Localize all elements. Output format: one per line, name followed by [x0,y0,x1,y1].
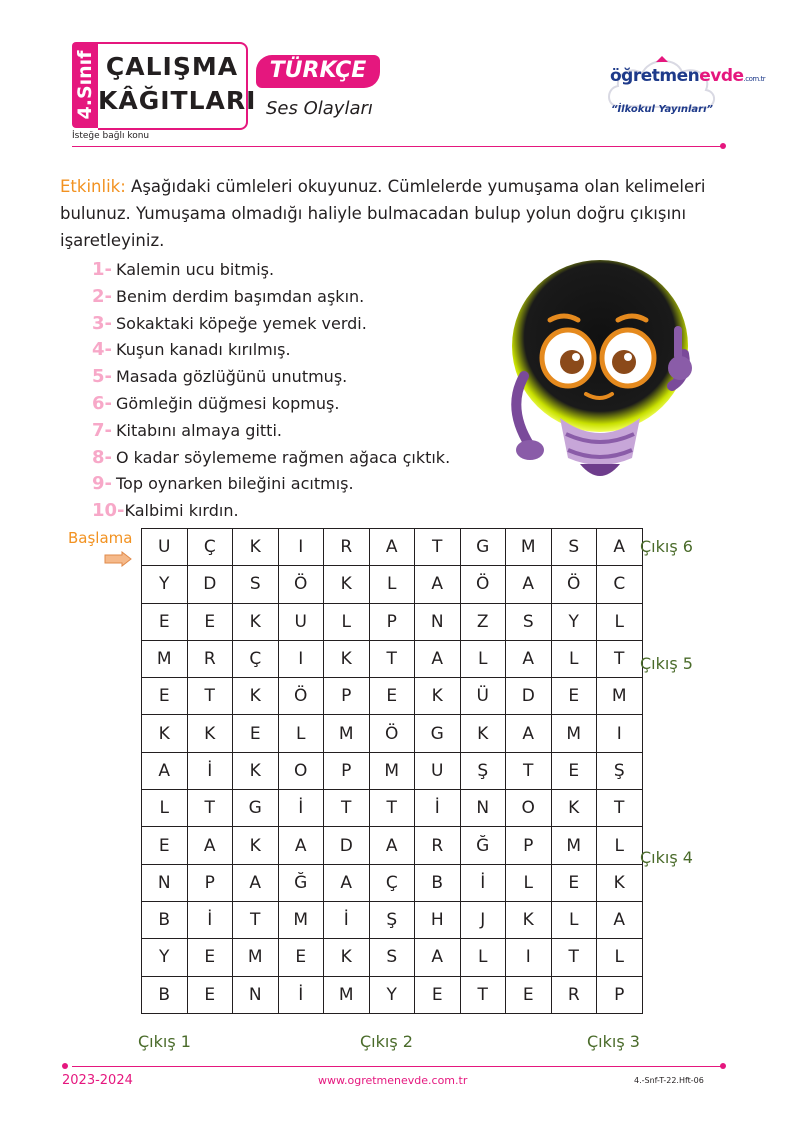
sentence-item [92,418,450,445]
grid-cell[interactable]: A [324,864,370,901]
grid-cell[interactable]: C [597,566,643,603]
grid-row [142,901,643,938]
brand-name-part1: öğretmen [610,66,700,86]
grid-cell[interactable]: L [597,603,643,640]
sentence-item [92,364,450,391]
grid-cell[interactable]: İ [278,790,324,827]
grid-cell[interactable]: K [551,790,597,827]
sentence-item [92,257,450,284]
grid-cell[interactable]: K [324,566,370,603]
grid-cell[interactable]: U [278,603,324,640]
grid-cell[interactable]: L [506,864,552,901]
footer-dot-left [62,1063,68,1069]
grid-cell[interactable]: E [187,939,233,976]
grid-cell[interactable]: A [278,827,324,864]
exit-3-label[interactable]: Çıkış 3 [587,1032,640,1051]
grid-cell[interactable]: A [597,529,643,566]
grid-cell[interactable]: T [415,529,461,566]
grid-cell[interactable]: M [551,715,597,752]
grid-cell[interactable]: B [415,864,461,901]
grid-cell[interactable]: T [187,678,233,715]
grid-cell[interactable]: M [324,715,370,752]
letter-grid [141,528,643,1014]
sentence-item [92,471,450,498]
grid-cell[interactable]: A [506,715,552,752]
sentence-item [92,445,450,472]
grid-cell[interactable]: U [142,529,188,566]
grid-row [142,678,643,715]
grid-cell[interactable]: Y [142,939,188,976]
grid-cell[interactable]: K [233,678,279,715]
grid-row [142,566,643,603]
grid-cell[interactable]: N [415,603,461,640]
grid-row [142,827,643,864]
grid-cell[interactable]: G [460,529,506,566]
sentence-number: 10- [92,500,125,522]
grid-cell[interactable]: R [187,640,233,677]
grid-cell[interactable]: P [369,603,415,640]
grid-cell[interactable]: Ö [369,715,415,752]
grid-cell[interactable]: S [551,529,597,566]
grid-cell[interactable]: A [415,640,461,677]
grid-cell[interactable]: Ğ [460,827,506,864]
grid-cell[interactable]: G [233,790,279,827]
grid-cell[interactable]: M [597,678,643,715]
grid-cell[interactable]: E [369,678,415,715]
grid-cell[interactable]: K [233,529,279,566]
publisher-logo [604,48,766,128]
sentence-number: 6- [92,392,112,414]
sentence-number: 5- [92,366,112,388]
grid-cell[interactable]: A [597,901,643,938]
grid-cell[interactable]: L [597,939,643,976]
grid-cell[interactable]: E [233,715,279,752]
grid-cell[interactable]: I [278,640,324,677]
grid-cell[interactable]: Ç [233,640,279,677]
grid-cell[interactable]: T [460,976,506,1013]
grid-cell[interactable]: L [597,827,643,864]
grid-cell[interactable]: E [551,752,597,789]
grid-cell[interactable]: L [324,603,370,640]
grid-cell[interactable]: D [324,827,370,864]
grid-cell[interactable]: K [233,752,279,789]
grid-cell[interactable]: D [506,678,552,715]
sentence-item [92,311,450,338]
lightbulb-character-icon [500,258,700,498]
grid-cell[interactable]: A [415,566,461,603]
grid-cell[interactable]: P [506,827,552,864]
grid-cell[interactable]: O [278,752,324,789]
grid-cell[interactable]: N [233,976,279,1013]
sentence-text: Sokaktaki köpeğe yemek verdi. [116,313,367,333]
grid-cell[interactable]: K [233,603,279,640]
grid-cell[interactable]: K [142,715,188,752]
grid-cell[interactable]: M [233,939,279,976]
grid-row [142,603,643,640]
grid-cell[interactable]: Ş [597,752,643,789]
grid-cell[interactable]: H [415,901,461,938]
grid-cell[interactable]: M [506,529,552,566]
grid-cell[interactable]: I [506,939,552,976]
footer-divider [72,1066,724,1067]
grid-cell[interactable]: M [278,901,324,938]
grid-cell[interactable]: N [142,864,188,901]
brand-name [610,66,766,86]
exit-6-label[interactable]: Çıkış 6 [640,537,693,556]
grid-cell[interactable]: R [324,529,370,566]
grid-cell[interactable]: P [324,752,370,789]
grid-cell[interactable]: T [369,790,415,827]
grid-cell[interactable]: K [506,901,552,938]
grid-cell[interactable]: E [142,603,188,640]
grid-cell[interactable]: N [460,790,506,827]
grid-cell[interactable]: P [324,678,370,715]
grid-cell[interactable]: E [506,976,552,1013]
brand-subtitle: “İlkokul Yayınları” [611,104,713,115]
brand-name-part2: evde [699,66,744,86]
grid-cell[interactable]: Ü [460,678,506,715]
grid-cell[interactable]: K [324,939,370,976]
title-line-2: KÂĞITLARI [98,86,257,115]
grid-cell[interactable]: İ [324,901,370,938]
footer-dot-right [720,1063,726,1069]
grid-cell[interactable]: M [324,976,370,1013]
sentence-text: Masada gözlüğünü unutmuş. [116,367,348,387]
sentence-text: Kuşun kanadı kırılmış. [116,340,291,360]
brand-domain: .com.tr [743,75,766,83]
sentence-text: Top oynarken bileğini acıtmış. [116,474,354,494]
exit-4-label[interactable]: Çıkış 4 [640,848,693,867]
grid-cell[interactable]: Ş [460,752,506,789]
grid-cell[interactable]: T [597,790,643,827]
optional-note: İsteğe bağlı konu [72,131,150,141]
grid-cell[interactable]: U [415,752,461,789]
grid-cell[interactable]: R [551,976,597,1013]
grid-cell[interactable]: T [506,752,552,789]
activity-instructions [60,173,730,254]
exit-1-label[interactable]: Çıkış 1 [138,1032,191,1051]
grid-cell[interactable]: E [187,603,233,640]
footer-code: 4.-Snf-T-22.Hft-06 [634,1076,704,1085]
grid-cell[interactable]: K [187,715,233,752]
sentence-text: Gömleğin düğmesi kopmuş. [116,393,340,413]
grid-cell[interactable]: İ [415,790,461,827]
sentence-number: 9- [92,473,112,495]
grid-cell[interactable]: İ [278,976,324,1013]
start-arrow-icon [104,551,132,567]
exit-5-label[interactable]: Çıkış 5 [640,654,693,673]
grid-cell[interactable]: E [551,864,597,901]
grid-cell[interactable]: Ğ [278,864,324,901]
sentence-text: Kitabını almaya gitti. [116,420,282,440]
grid-cell[interactable]: J [460,901,506,938]
grid-cell[interactable]: Y [551,603,597,640]
grid-cell[interactable]: Ö [278,678,324,715]
grid-cell[interactable]: E [278,939,324,976]
grid-cell[interactable]: Y [369,976,415,1013]
sentence-number: 7- [92,419,112,441]
grid-cell[interactable]: K [460,715,506,752]
header-divider [72,146,724,147]
grid-cell[interactable]: S [233,566,279,603]
sentence-item [92,284,450,311]
grid-cell[interactable]: Ö [460,566,506,603]
grid-cell[interactable]: D [187,566,233,603]
activity-label: Etkinlik: [60,177,126,196]
grid-cell[interactable]: A [369,529,415,566]
grid-cell[interactable]: E [551,678,597,715]
topic-label: Ses Olayları [266,98,373,119]
grid-cell[interactable]: A [506,640,552,677]
grid-cell[interactable]: A [142,752,188,789]
sentence-text: Benim derdim başımdan aşkın. [116,286,365,306]
sentence-number: 1- [92,259,112,280]
grid-cell[interactable]: T [187,790,233,827]
sentence-list [92,257,450,525]
grid-cell[interactable]: L [369,566,415,603]
grid-cell[interactable]: L [551,901,597,938]
grid-cell[interactable]: Z [460,603,506,640]
grid-cell[interactable]: Ç [187,529,233,566]
grid-cell[interactable]: İ [187,901,233,938]
grid-row [142,976,643,1013]
grid-cell[interactable]: A [233,864,279,901]
grade-label: 4.Sınıf [74,50,96,120]
grid-cell[interactable]: A [506,566,552,603]
grid-cell[interactable]: K [324,640,370,677]
grid-cell[interactable]: L [460,939,506,976]
grid-cell[interactable]: E [142,678,188,715]
footer-year: 2023-2024 [62,1073,133,1088]
divider-dot [720,143,726,149]
grid-cell[interactable]: S [369,939,415,976]
grid-cell[interactable]: M [142,640,188,677]
grid-cell[interactable]: R [415,827,461,864]
grid-row [142,864,643,901]
grid-cell[interactable]: E [187,976,233,1013]
sentence-text: O kadar söylememe rağmen ağaca çıktık. [116,447,451,467]
sentence-number: 2- [92,285,112,307]
sentence-number: 3- [92,312,112,334]
sentence-item [92,337,450,364]
grid-cell[interactable]: Y [142,566,188,603]
grid-cell[interactable]: G [415,715,461,752]
grid-cell[interactable]: A [415,939,461,976]
grid-cell[interactable]: K [233,827,279,864]
grid-cell[interactable]: Ö [551,566,597,603]
grid-cell[interactable]: Ş [369,901,415,938]
grid-cell[interactable]: A [369,827,415,864]
subject-label: TÜRKÇE [269,58,367,83]
grid-cell[interactable]: S [506,603,552,640]
grid-cell[interactable]: T [369,640,415,677]
footer-url[interactable]: www.ogretmenevde.com.tr [318,1074,468,1087]
activity-text: Aşağıdaki cümleleri okuyunuz. Cümlelerde yumuşama olan kelimeleri bulunuz. Yumuşama olmadığı haliyle bulmacadan bulup yolun doğru çıkışını işaretleyiniz. [60,177,706,250]
grid-row [142,640,643,677]
grid-cell[interactable]: K [597,864,643,901]
grid-cell[interactable]: M [551,827,597,864]
grid-cell[interactable]: M [369,752,415,789]
sentence-item [92,391,450,418]
grid-cell[interactable]: İ [460,864,506,901]
grid-row [142,790,643,827]
subject-tab [256,55,380,88]
grid-cell[interactable]: B [142,901,188,938]
grid-cell[interactable]: L [142,790,188,827]
grid-cell[interactable]: Ö [278,566,324,603]
sentence-number: 8- [92,446,112,468]
grid-cell[interactable]: O [506,790,552,827]
grid-cell[interactable]: E [142,827,188,864]
sentence-text: Kalbimi kırdın. [124,501,239,521]
grid-cell[interactable]: I [278,529,324,566]
grid-row [142,752,643,789]
grid-cell[interactable]: İ [187,752,233,789]
grid-cell[interactable]: T [551,939,597,976]
grid-cell[interactable]: T [597,640,643,677]
grid-cell[interactable]: L [278,715,324,752]
grid-cell[interactable]: T [324,790,370,827]
start-label: Başlama [68,529,133,547]
grid-row [142,939,643,976]
grid-cell[interactable]: K [415,678,461,715]
grade-tab [72,42,98,128]
cloud-icon [604,48,720,128]
sentence-item [92,498,450,525]
grid-cell[interactable]: T [233,901,279,938]
grid-cell[interactable]: I [597,715,643,752]
grid-cell[interactable]: E [415,976,461,1013]
sentence-text: Kalemin ucu bitmiş. [116,260,275,279]
grid-cell[interactable]: L [551,640,597,677]
grid-cell[interactable]: A [187,827,233,864]
title-line-1: ÇALIŞMA [105,52,239,81]
grid-cell[interactable]: L [460,640,506,677]
title-box [98,42,257,130]
exit-2-label[interactable]: Çıkış 2 [360,1032,413,1051]
grid-cell[interactable]: P [187,864,233,901]
grid-row [142,715,643,752]
grid-cell[interactable]: P [597,976,643,1013]
sentence-number: 4- [92,339,112,361]
grid-row [142,529,643,566]
grid-cell[interactable]: Ç [369,864,415,901]
grid-cell[interactable]: B [142,976,188,1013]
